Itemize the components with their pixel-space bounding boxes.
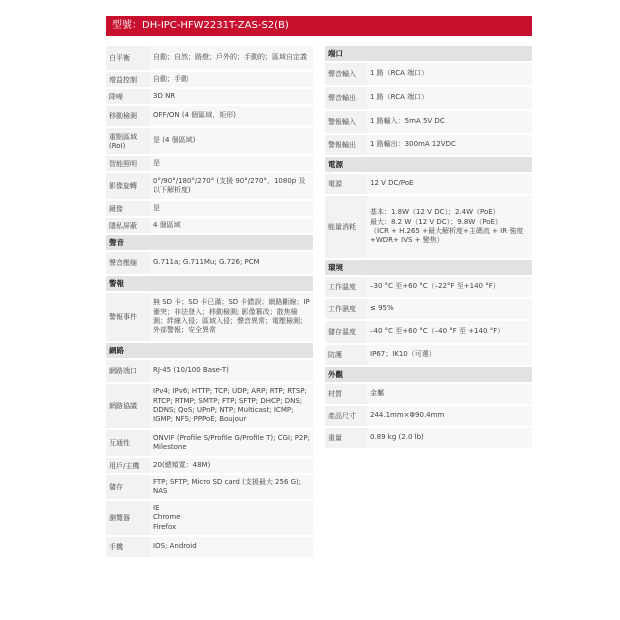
spec-row <box>325 428 532 448</box>
spec-column-left <box>106 46 313 559</box>
spec-label: 增益控制 <box>109 75 137 84</box>
spec-row <box>325 299 532 319</box>
spec-value: 是 (4 個區域) <box>150 128 313 154</box>
spec-value: G.711a; G.711Mu; G.726; PCM <box>150 252 313 274</box>
spec-value: 0.89 kg (2.0 lb) <box>367 428 532 448</box>
spec-row <box>325 406 532 426</box>
spec-row <box>106 128 313 154</box>
spec-value: RJ-45 (10/100 Base-T) <box>150 360 313 382</box>
spec-label: 降噪 <box>109 92 123 101</box>
spec-row <box>106 293 313 341</box>
spec-value: 自動；自然；路燈；戶外的；手動的；區域自定義 <box>150 46 313 70</box>
spec-label: 聲音輸入 <box>328 70 356 78</box>
spec-row <box>325 345 532 365</box>
spec-row <box>325 384 532 404</box>
spec-label: 警報事件 <box>109 313 137 321</box>
spec-row <box>106 458 313 473</box>
spec-row <box>325 87 532 109</box>
spec-label: 防護 <box>328 351 342 359</box>
spec-row <box>325 63 532 85</box>
spec-row <box>106 501 313 535</box>
spec-value: 12 V DC/PoE <box>367 174 532 194</box>
spec-row <box>106 89 313 104</box>
spec-value: –30 °C 至+60 °C（–22°F 至+140 °F） <box>367 277 532 297</box>
spec-value: 1 路輸入：5mA 5V DC <box>367 111 532 133</box>
section-header: 環境 <box>325 260 532 275</box>
spec-value: IPv4; IPv6; HTTP; TCP; UDP; ARP; RTP; RTSP; RTCP; RTMP; SMTP; FTP; SFTP; DHCP; DNS; DDNS; QoS; UPnP; NTP; Multicast; ICMP; IGMP; NFS; PPPoE; Boujour <box>150 384 313 428</box>
spec-label: 材質 <box>328 390 342 398</box>
spec-row <box>325 174 532 194</box>
spec-row <box>106 173 313 199</box>
spec-label: 影像旋轉 <box>109 182 137 190</box>
spec-label: 產品尺寸 <box>328 412 356 420</box>
spec-value: 4 個區域 <box>150 218 313 233</box>
spec-value: 20(總頻寬：48M) <box>150 458 313 473</box>
spec-value: 自動；手動 <box>150 72 313 87</box>
spec-value: IOS; Android <box>150 537 313 557</box>
section-header: 端口 <box>325 46 532 61</box>
spec-label: 能量消耗 <box>328 223 356 231</box>
spec-label: 儲存 <box>109 483 123 491</box>
spec-value: 3D NR <box>150 89 313 104</box>
spec-value: OFF/ON (4 個區域，矩形) <box>150 106 313 126</box>
spec-label: 網路端口 <box>109 367 137 375</box>
spec-row <box>106 201 313 216</box>
spec-label: 手機 <box>109 543 123 551</box>
spec-value: 是 <box>150 201 313 216</box>
spec-row <box>106 218 313 233</box>
spec-label: 工作溫度 <box>328 283 356 291</box>
section-header: 外觀 <box>325 367 532 382</box>
spec-label: 隱私屏蔽 <box>109 221 137 230</box>
spec-row <box>106 475 313 499</box>
spec-value: 1 路（RCA 端口） <box>367 63 532 85</box>
spec-row <box>325 135 532 155</box>
spec-label: 互通性 <box>109 439 130 447</box>
spec-value: IP67；IK10（可選） <box>367 345 532 365</box>
spec-value: 1 路輸出：300mA 12VDC <box>367 135 532 155</box>
section-header: 電源 <box>325 157 532 172</box>
spec-label: 重點區域 (RoI) <box>109 133 137 150</box>
spec-row <box>106 106 313 126</box>
spec-value: 244.1mm×Φ90.4mm <box>367 406 532 426</box>
spec-label: 智能照明 <box>109 159 137 168</box>
spec-row <box>106 537 313 557</box>
model-title: 型號：DH-IPC-HFW2231T-ZAS-S2(B) <box>106 16 532 36</box>
section-header: 網路 <box>106 343 313 358</box>
spec-row <box>106 384 313 428</box>
spec-value: FTP; SFTP; Micro SD card (支援最大 256 G); NAS <box>150 475 313 499</box>
spec-value: 0°/90°/180°/270° (支援 90°/270°，1080p 及以下解析度) <box>150 173 313 199</box>
spec-label: 聲音壓縮 <box>109 259 137 267</box>
spec-label: 工作濕度 <box>328 305 356 313</box>
section-header: 聲音 <box>106 235 313 250</box>
spec-value: 基本：1.8W（12 V DC）；2.4W（PoE） 最大：8.2 W（12 V DC）；9.8W（PoE） （ICR + H.265 +最大解析度+主碼流 + IR 強度+WDR+ IVS + 變焦） <box>367 196 532 258</box>
spec-value: 無 SD 卡；SD 卡已滿；SD 卡錯誤；網路斷線；IP 衝突；非法登入；移動檢測; 影像篡改；散焦檢測；絆線入侵；區域入侵；聲音異常；電壓檢測；外部警報；安全異常 <box>150 293 313 341</box>
spec-row <box>106 360 313 382</box>
spec-value: –40 °C 至+60 °C（–40 °F 至 +140 °F） <box>367 321 532 343</box>
spec-label: 鏡像 <box>109 204 123 213</box>
spec-row <box>106 430 313 456</box>
spec-value: 1 路（RCA 端口） <box>367 87 532 109</box>
spec-label: 用戶/主機 <box>109 461 140 470</box>
spec-label: 重量 <box>328 434 342 442</box>
spec-row <box>106 156 313 171</box>
spec-row <box>106 252 313 274</box>
section-header: 警報 <box>106 276 313 291</box>
spec-label: 白平衡 <box>109 54 130 62</box>
spec-label: 瀏覽器 <box>109 514 130 522</box>
spec-value: ONVIF (Profile S/Profile G/Profile T); CGI; P2P; Milestone <box>150 430 313 456</box>
spec-label: 電源 <box>328 180 342 188</box>
spec-label: 儲存溫度 <box>328 328 356 336</box>
spec-label: 警報輸入 <box>328 118 356 126</box>
spec-row <box>106 72 313 87</box>
spec-value: 是 <box>150 156 313 171</box>
spec-row <box>325 196 532 258</box>
spec-row <box>325 321 532 343</box>
spec-row <box>106 46 313 70</box>
spec-label: 聲音輸出 <box>328 94 356 102</box>
spec-column-right <box>325 46 532 450</box>
spec-value: 金屬 <box>367 384 532 404</box>
spec-value: IE Chrome Firefox <box>150 501 313 535</box>
spec-label: 網路協議 <box>109 402 137 410</box>
spec-row <box>325 111 532 133</box>
spec-row <box>325 277 532 297</box>
spec-value: ≤ 95% <box>367 299 532 319</box>
spec-label: 警報輸出 <box>328 141 356 149</box>
spec-label: 移動檢測 <box>109 112 137 120</box>
